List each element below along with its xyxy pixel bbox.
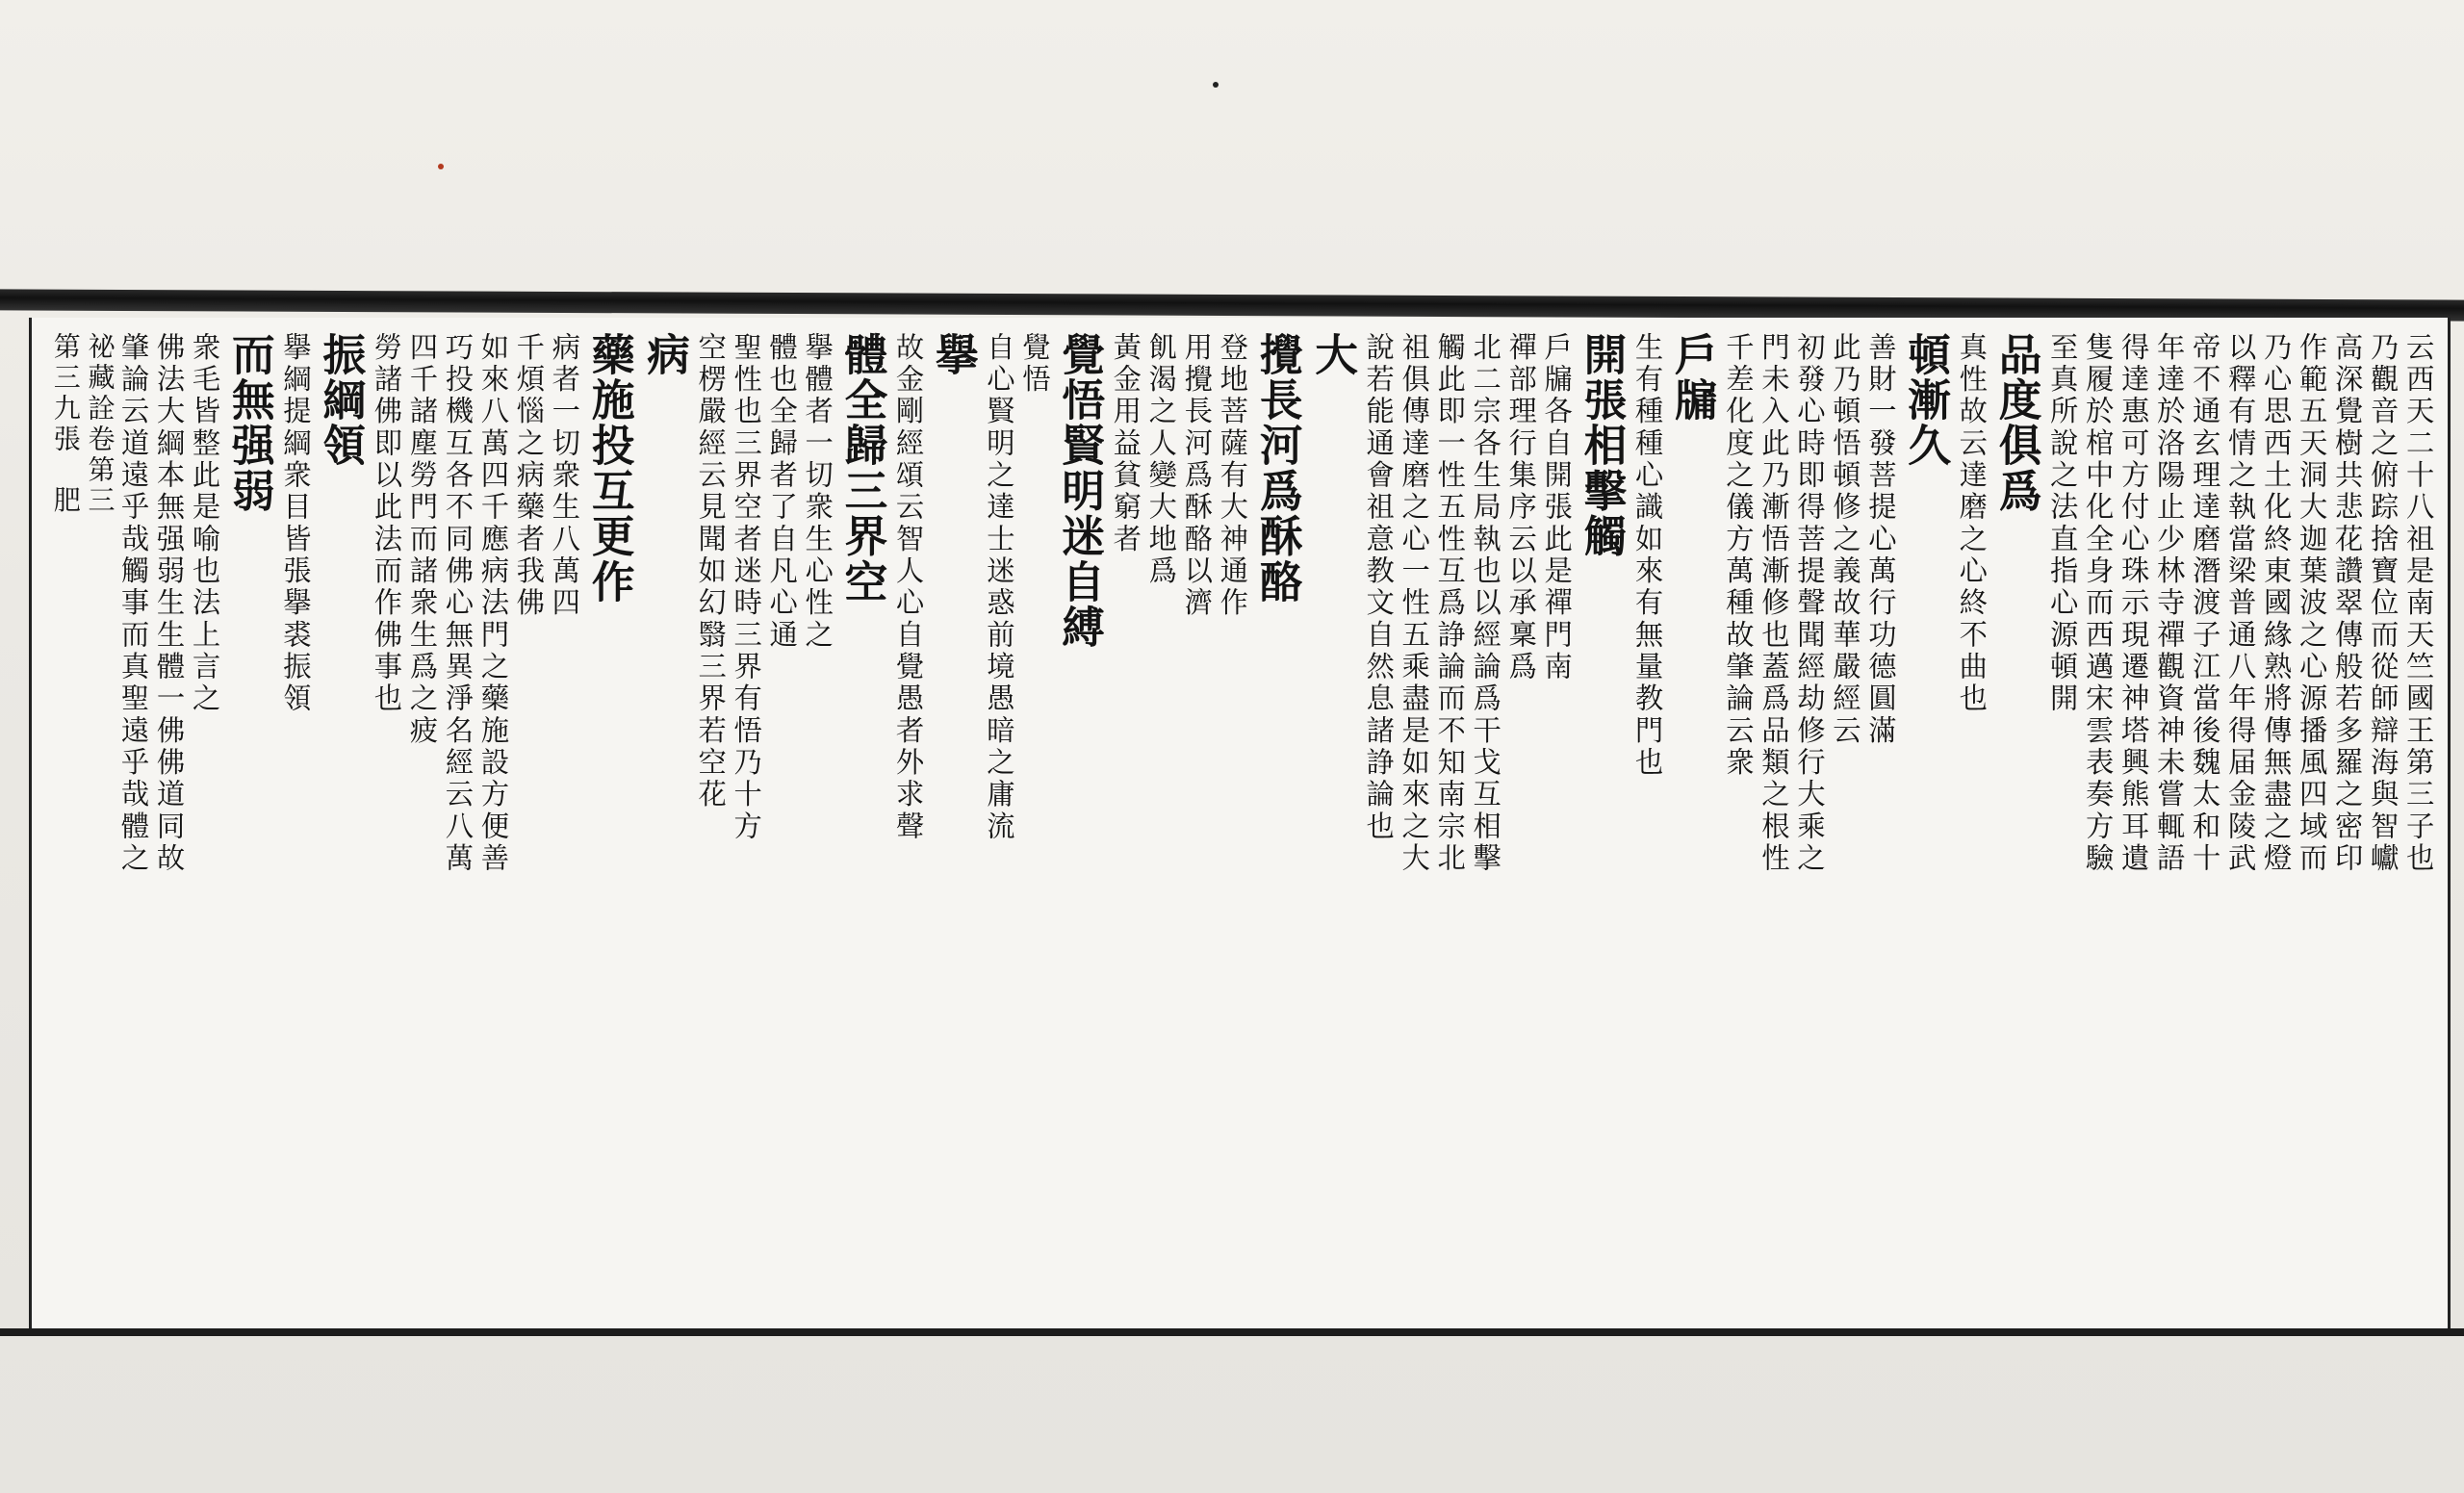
text-column: 擧綱提綱衆目皆張擧裘振領: [278, 332, 313, 716]
text-column: 此乃頓悟頓修之義故華嚴經云: [1828, 332, 1862, 748]
text-column: 高深覺樹共悲花讚翠傳般若多羅之密印: [2330, 332, 2365, 875]
text-column: 觸此即一性五性互爲諍論而不知南宗北: [1433, 332, 1467, 875]
heading-column: 攪長河爲酥酪: [1252, 332, 1304, 605]
top-border-rule: [0, 289, 2464, 321]
text-column: 至真所說之法直指心源頓開: [2045, 332, 2080, 716]
text-column: 初發心時即得菩提聲聞經劫修行大乘之: [1792, 332, 1827, 875]
text-column: 年達於洛陽止少林寺禪觀資神未嘗輒語: [2152, 332, 2187, 875]
text-column: 善財一發菩提心萬行功德圓滿: [1863, 332, 1898, 748]
text-column: 佛法大綱本無强弱生生體一佛佛道同故: [152, 332, 186, 875]
bottom-border-rule: [0, 1328, 2464, 1336]
heading-column: 大: [1307, 332, 1359, 378]
footer-page-number: 第三九張 肥: [48, 332, 81, 517]
text-column: 得達惠可方付心珠示現遷神塔興熊耳遺: [2117, 332, 2151, 875]
text-column: 祖俱傳達磨之心一性五乘盡是如來之大: [1398, 332, 1431, 875]
text-column: 帝不通玄理達磨潛渡子江當後魏太和十: [2188, 332, 2222, 875]
text-column: 乃觀音之俯踪捨寶位而從師辯海與智巘: [2366, 332, 2400, 875]
text-column: 四千諸塵勞門而諸衆生爲之疲: [405, 332, 439, 748]
ink-speck: [1213, 82, 1219, 88]
text-column: 千煩惱之病藥者我佛: [512, 332, 546, 620]
text-column: 登地菩薩有大神通作: [1216, 332, 1249, 620]
text-column: 巧投機互各不同佛心無異淨名經云八萬: [441, 332, 475, 875]
text-column: 勞諸佛即以此法而作佛事也: [370, 332, 403, 716]
text-column: 隻履於棺中化全身而西邁宋雲表奏方驗: [2081, 332, 2116, 875]
heading-column: 振綱領: [316, 332, 368, 469]
text-column: 用攪長河爲酥酪以濟: [1180, 332, 1214, 620]
text-column: 乃心思西土化終東國緣熟將傳無盡之燈: [2259, 332, 2294, 875]
text-column: 衆毛皆整此是喻也法上言之: [188, 332, 221, 716]
footer-title: 祕藏詮卷第三: [83, 332, 115, 517]
text-column: 擧體者一切衆生心性之: [801, 332, 834, 652]
text-column: 千差化度之儀方萬種故肇論云衆: [1721, 332, 1756, 780]
text-column: 覺悟: [1017, 332, 1052, 397]
heading-column: 戶牖: [1667, 332, 1719, 424]
text-column: 飢渴之人變大地爲: [1144, 332, 1178, 588]
heading-column: 頓漸久: [1901, 332, 1953, 469]
heading-column: 體全歸三界空: [837, 332, 889, 605]
text-column: 禪部理行集序云以承稟爲: [1504, 332, 1538, 683]
heading-column: 覺悟賢明迷自縛: [1055, 332, 1107, 651]
text-column: 體也全歸者了自凡心通: [765, 332, 799, 652]
heading-column: 病: [639, 332, 691, 378]
heading-column: 擧: [928, 332, 980, 378]
ink-speck: [438, 164, 444, 169]
heading-column: 藥施投互更作: [584, 332, 636, 605]
text-column: 以釋有情之執當梁普通八年得届金陵武: [2223, 332, 2258, 875]
text-column: 生有種種心識如來有無量教門也: [1630, 332, 1664, 780]
vertical-text-block: [48, 332, 2435, 959]
text-column: 真性故云達磨之心終不曲也: [1955, 332, 1989, 716]
text-column: 聖性也三界空者迷時三界有悟乃十方: [730, 332, 763, 843]
text-column: 空楞嚴經云見聞如幻翳三界若空花: [694, 332, 728, 811]
text-column: 病者一切衆生八萬四: [548, 332, 581, 620]
text-column: 戶牖各自開張此是禪門南: [1540, 332, 1574, 683]
text-column: 如來八萬四千應病法門之藥施設方便善: [476, 332, 510, 875]
text-column: 自心賢明之達士迷惑前境愚暗之庸流: [982, 332, 1016, 843]
text-column: 說若能通會祖意教文自然息諸諍論也: [1362, 332, 1396, 843]
heading-column: 開張相擊觸: [1577, 332, 1629, 560]
text-column: 北二宗各生局執也以經論爲干戈互相擊: [1469, 332, 1502, 875]
text-column: 故金剛經頌云智人心自覺愚者外求聲: [891, 332, 925, 843]
text-column: 黃金用益貧窮者: [1109, 332, 1142, 556]
text-column: 門未入此乃漸悟漸修也蓋爲品類之根性: [1757, 332, 1791, 875]
text-column: 作範五天洞大迦葉波之心源播風四域而: [2295, 332, 2329, 875]
heading-column: 品度俱爲: [1991, 332, 2043, 514]
text-column: 肇論云道遠乎哉觸事而真聖遠乎哉體之: [116, 332, 150, 875]
heading-column: 而無强弱: [224, 332, 276, 514]
text-column: 云西天二十八祖是南天竺國王第三子也: [2401, 332, 2435, 875]
